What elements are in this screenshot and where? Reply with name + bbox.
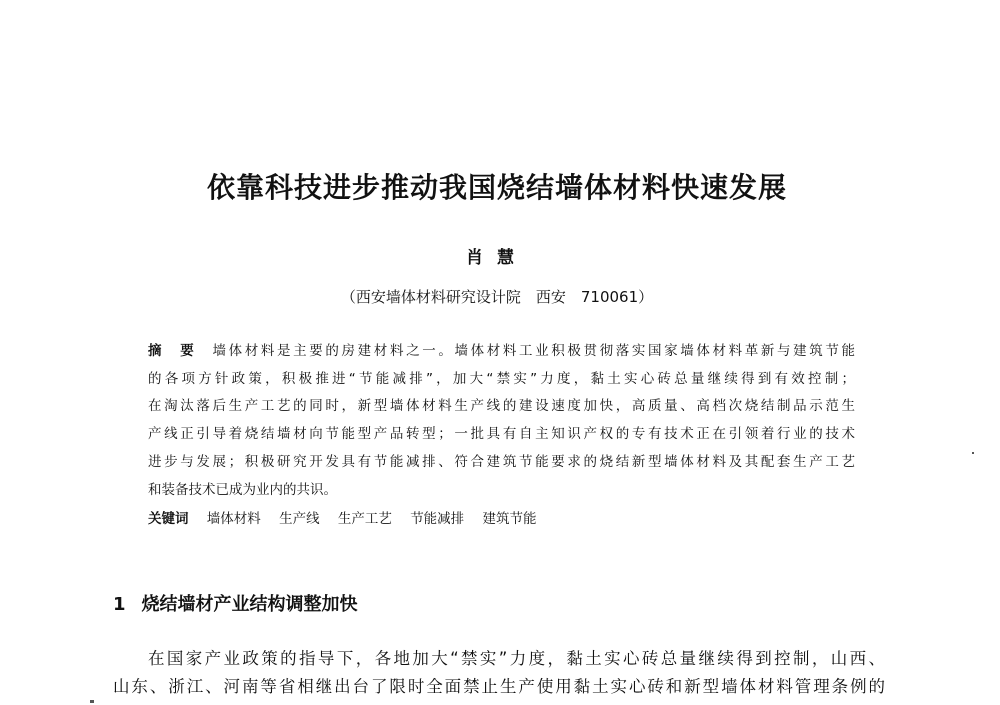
abstract-line: 的各项方针政策，积极推进“节能减排”，加大“禁实”力度，黏土实心砖总量继续得到有效控制； [148, 371, 855, 387]
abstract-text: 墙体材料是主要的房建材料之一。墙体材料工业积极贯彻落实国家墙体材料革新与建筑节能 [212, 343, 856, 359]
section-number: 1 [113, 594, 126, 615]
keyword: 生产线 [279, 511, 320, 527]
abstract-line: 进步与发展；积极研究开发具有节能减排、符合建筑节能要求的烧结新型墙体材料及其配套生产工艺 [148, 454, 855, 470]
keyword: 生产工艺 [337, 511, 392, 527]
keyword: 墙体材料 [206, 511, 261, 527]
abstract-line [148, 341, 855, 361]
keyword: 节能减排 [410, 511, 465, 527]
body-line: 在国家产业政策的指导下，各地加大“禁实”力度，黏土实心砖总量继续得到控制，山西、 [148, 649, 885, 668]
abstract-label: 摘 要 [148, 343, 197, 359]
abstract-line: 和装备技术已成为业内的共识。 [148, 482, 337, 498]
author-affiliation: （西安墙体材料研究设计院 西安 710061） [340, 288, 654, 306]
section-heading [113, 590, 358, 616]
paper-title: 依靠科技进步推动我国烧结墙体材料快速发展 [206, 171, 787, 204]
section-title: 烧结墙材产业结构调整加快 [141, 594, 358, 615]
keywords-label: 关键词 [148, 511, 189, 527]
scan-speck [90, 700, 94, 703]
abstract-line: 产线正引导着烧结墙材向节能型产品转型；一批具有自主知识产权的专有技术正在引领着行业的技术 [148, 426, 855, 442]
scan-speck [972, 452, 974, 454]
author-name: 肖慧 [466, 248, 528, 268]
keywords [148, 509, 536, 529]
abstract-line: 在淘汰落后生产工艺的同时，新型墙体材料生产线的建设速度加快，高质量、高档次烧结制品示范生 [148, 398, 855, 414]
body-line: 山东、浙江、河南等省相继出台了限时全面禁止生产使用黏土实心砖和新型墙体材料管理条例的 [113, 677, 885, 696]
keyword: 建筑节能 [482, 511, 537, 527]
